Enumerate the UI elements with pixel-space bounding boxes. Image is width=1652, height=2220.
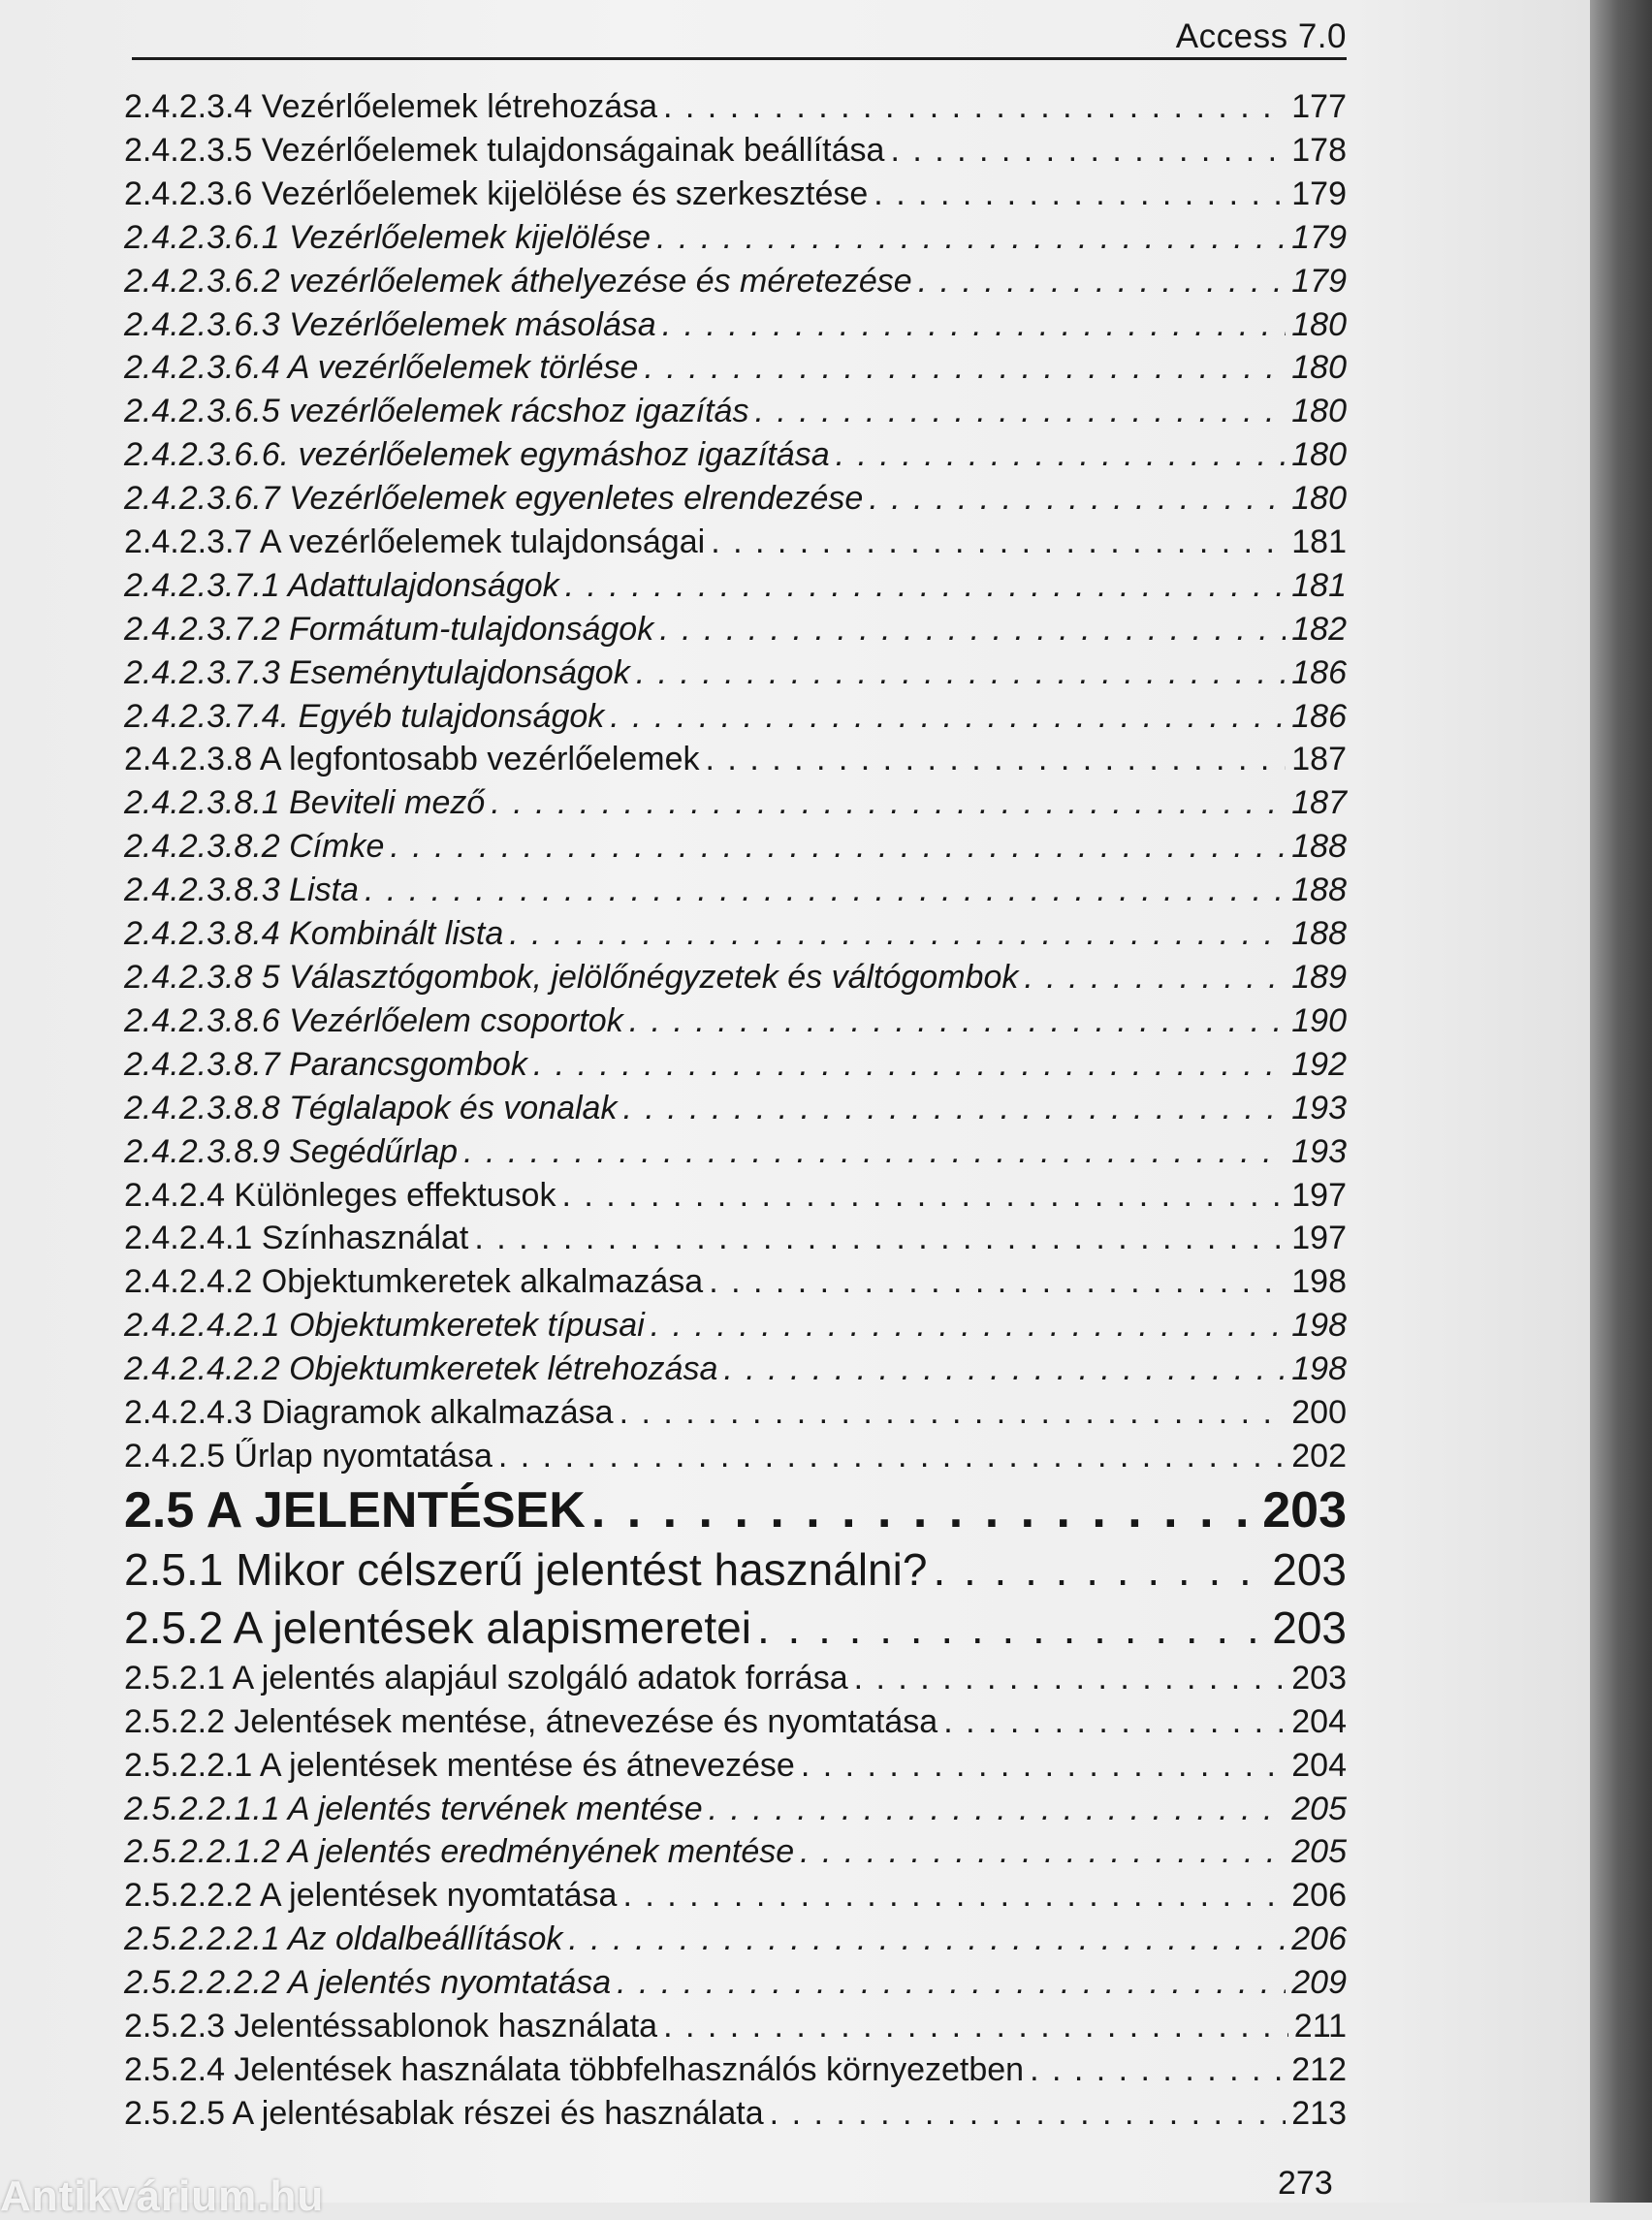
toc-entry-page: 190 — [1291, 1002, 1347, 1039]
toc-entry-title: 2.4.2.4.2 Objektumkeretek alkalmazása — [124, 1263, 704, 1300]
toc-entry-page: 205 — [1291, 1791, 1347, 1827]
toc-entry-page: 204 — [1291, 1703, 1347, 1740]
toc-entry-title: 2.5.2.4 Jelentések használata többfelhasználós környezetben — [124, 2051, 1025, 2088]
toc-entry-title: 2.5.2.2.2 A jelentések nyomtatása — [124, 1877, 618, 1914]
toc-entry — [124, 433, 1347, 476]
toc-entry-page: 193 — [1291, 1133, 1347, 1170]
toc-dot-leader — [463, 1130, 1286, 1173]
toc-entry — [124, 1260, 1347, 1303]
toc-entry-page: 187 — [1291, 784, 1347, 821]
toc-entry-title: 2.4.2.3.6.1 Vezérlőelemek kijelölése — [124, 219, 651, 256]
toc-entry — [124, 1217, 1347, 1259]
watermark-logo: Antikvárium.hu — [0, 2172, 325, 2220]
toc-entry-title: 2.4.2.3.7.2 Formátum-tulajdonságok — [124, 611, 654, 648]
toc-dot-leader — [854, 1657, 1287, 1699]
toc-entry-title: 2.4.2.3.8.8 Téglalapok és vonalak — [124, 1090, 618, 1126]
toc-entry — [124, 608, 1347, 650]
toc-entry-title: 2.5.2.1 A jelentés alapjául szolgáló adatok forrása — [124, 1660, 848, 1697]
toc-entry — [124, 1961, 1347, 2004]
toc-entry — [124, 1174, 1347, 1217]
toc-entry-title: 2.4.2.3.6.7 Vezérlőelemek egyenletes elrendezése — [124, 480, 864, 517]
toc-dot-leader — [491, 781, 1286, 824]
toc-entry-title: 2.4.2.3.7.3 Eseménytulajdonságok — [124, 654, 630, 691]
toc-entry-title: 2.4.2.4 Különleges effektusok — [124, 1177, 556, 1214]
toc-entry-page: 202 — [1291, 1438, 1347, 1475]
toc-dot-leader — [754, 390, 1286, 432]
header-title: Access 7.0 — [1175, 17, 1347, 55]
toc-entry-title: 2.4.2.4.2.2 Objektumkeretek létrehozása — [124, 1350, 718, 1387]
toc-entry-title: 2.4.2.4.1 Színhasználat — [124, 1220, 469, 1256]
toc-entry-title: 2.4.2.3.8.1 Beviteli mező — [124, 784, 486, 821]
toc-dot-leader — [836, 433, 1287, 476]
toc-entry-page: 180 — [1291, 393, 1347, 429]
toc-entry-title: 2.4.2.3.8.7 Parancsgombok — [124, 1046, 527, 1083]
toc-entry — [124, 912, 1347, 955]
toc-entry-title: 2.4.2.3.6.3 Vezérlőelemek másolása — [124, 306, 656, 343]
toc-entry-page: 209 — [1291, 1964, 1347, 2001]
toc-entry-page: 188 — [1291, 828, 1347, 865]
toc-entry-title: 2.4.2.3.4 Vezérlőelemek létrehozása — [124, 88, 658, 125]
toc-dot-leader — [565, 564, 1287, 607]
toc-entry — [124, 999, 1347, 1042]
toc-entry — [124, 1599, 1347, 1657]
toc-dot-leader — [568, 1918, 1286, 1960]
toc-entry — [124, 738, 1347, 780]
toc-entry-title: 2.5 A JELENTÉSEK — [124, 1482, 586, 1538]
toc-dot-leader — [770, 2092, 1287, 2135]
toc-dot-leader — [918, 260, 1287, 302]
toc-dot-leader — [365, 869, 1286, 911]
toc-entry-title: 2.5.2.2.1 A jelentések mentése és átnevezése — [124, 1747, 795, 1784]
toc-entry-title: 2.4.2.3.6.6. vezérlőelemek egymáshoz igazítása — [124, 436, 830, 473]
toc-entry — [124, 1043, 1347, 1086]
toc-entry-page: 179 — [1291, 219, 1347, 256]
toc-entry-title: 2.5.2.2.1.1 A jelentés tervének mentése — [124, 1791, 703, 1827]
toc-entry-title: 2.4.2.3.6.4 A vezérlőelemek törlése — [124, 349, 639, 386]
toc-entry — [124, 1788, 1347, 1830]
toc-entry-title: 2.4.2.3.8.3 Lista — [124, 872, 359, 908]
toc-dot-leader — [620, 1391, 1287, 1434]
toc-entry-page: 189 — [1291, 959, 1347, 996]
toc-entry — [124, 1478, 1347, 1542]
toc-entry-page: 198 — [1291, 1263, 1347, 1300]
toc-entry-title: 2.5.2.2.1.2 A jelentés eredményének mentése — [124, 1833, 795, 1870]
toc-entry-title: 2.4.2.3.5 Vezérlőelemek tulajdonságainak beállítása — [124, 132, 885, 169]
toc-dot-leader — [706, 738, 1287, 780]
toc-dot-leader — [662, 303, 1287, 346]
toc-dot-leader — [390, 825, 1286, 868]
toc-entry-title: 2.4.2.3.8.6 Vezérlőelem csoportok — [124, 1002, 623, 1039]
toc-dot-leader — [561, 1174, 1286, 1217]
toc-entry-title: 2.5.2.3 Jelentéssablonok használata — [124, 2008, 658, 2045]
toc-entry — [124, 869, 1347, 911]
toc-entry-page: 180 — [1291, 349, 1347, 386]
toc-entry-title: 2.4.2.3.8.4 Kombinált lista — [124, 915, 504, 952]
toc-entry — [124, 1700, 1347, 1743]
toc-dot-leader — [1030, 2048, 1286, 2091]
toc-entry-page: 203 — [1272, 1602, 1347, 1653]
toc-entry-title: 2.5.2.2.2.2 A jelentés nyomtatása — [124, 1964, 612, 2001]
toc-entry-title: 2.5.2.5 A jelentésablak részei és használata — [124, 2095, 764, 2132]
toc-dot-leader — [800, 1830, 1286, 1873]
toc-dot-leader — [651, 1304, 1287, 1347]
toc-entry-title: 2.4.2.4.2.1 Objektumkeretek típusai — [124, 1307, 645, 1344]
toc-entry-page: 198 — [1291, 1307, 1347, 1344]
toc-entry — [124, 564, 1347, 607]
toc-entry — [124, 1348, 1347, 1390]
toc-entry-page: 197 — [1291, 1220, 1347, 1256]
toc-entry-title: 2.4.2.3.6.2 vezérlőelemek áthelyezése és méretezése — [124, 263, 912, 300]
toc-dot-leader — [591, 1478, 1256, 1542]
toc-dot-leader — [644, 346, 1286, 389]
toc-entry — [124, 477, 1347, 520]
toc-entry — [124, 1130, 1347, 1173]
toc-entry-page: 197 — [1291, 1177, 1347, 1214]
toc-entry — [124, 303, 1347, 346]
toc-entry-page: 179 — [1291, 175, 1347, 212]
toc-entry-title: 2.4.2.3.8 A legfontosabb vezérlőelemek — [124, 741, 700, 777]
toc-entry — [124, 781, 1347, 824]
toc-dot-leader — [723, 1348, 1286, 1390]
toc-entry — [124, 521, 1347, 563]
toc-entry-title: 2.4.2.3.8.9 Segédűrlap — [124, 1133, 459, 1170]
toc-entry — [124, 390, 1347, 432]
toc-entry-page: 177 — [1291, 88, 1347, 125]
toc-dot-leader — [663, 2005, 1288, 2047]
toc-entry — [124, 1540, 1347, 1599]
toc-dot-leader — [629, 999, 1287, 1042]
toc-entry — [124, 1744, 1347, 1787]
toc-entry-page: 193 — [1291, 1090, 1347, 1126]
toc-entry-page: 203 — [1291, 1660, 1347, 1697]
toc-entry-title: 2.4.2.3.7.1 Adattulajdonságok — [124, 567, 559, 604]
toc-entry-page: 186 — [1291, 654, 1347, 691]
toc-dot-leader — [663, 85, 1286, 128]
toc-entry — [124, 1657, 1347, 1699]
toc-entry-page: 203 — [1262, 1482, 1347, 1538]
toc-entry — [124, 2092, 1347, 2135]
toc-dot-leader — [709, 1788, 1287, 1830]
toc-entry-title: 2.4.2.3.8 5 Választógombok, jelölőnégyzetek és váltógombok — [124, 959, 1019, 996]
toc-entry-title: 2.4.2.3.6 Vezérlőelemek kijelölése és szerkesztése — [124, 175, 869, 212]
toc-entry-page: 178 — [1291, 132, 1347, 169]
toc-entry — [124, 346, 1347, 389]
toc-entry — [124, 695, 1347, 738]
toc-entry-title: 2.5.2 A jelentések alapismeretei — [124, 1602, 751, 1653]
toc-entry — [124, 1391, 1347, 1434]
toc-entry — [124, 1830, 1347, 1873]
toc-entry — [124, 825, 1347, 868]
toc-dot-leader — [757, 1599, 1266, 1657]
toc-dot-leader — [474, 1217, 1286, 1259]
toc-dot-leader — [622, 1087, 1286, 1129]
toc-entry-page: 192 — [1291, 1046, 1347, 1083]
toc-dot-leader — [869, 477, 1286, 520]
toc-entry-page: 205 — [1291, 1833, 1347, 1870]
toc-entry-title: 2.5.2.2.2.1 Az oldalbeállítások — [124, 1920, 563, 1957]
toc-entry-title: 2.4.2.4.3 Diagramok alkalmazása — [124, 1394, 614, 1431]
page-number: 273 — [1278, 2165, 1333, 2202]
toc-entry-title: 2.4.2.5 Űrlap nyomtatása — [124, 1438, 492, 1475]
toc-entry-page: 206 — [1291, 1877, 1347, 1914]
toc-entry — [124, 173, 1347, 215]
toc-dot-leader — [890, 129, 1286, 172]
toc-entry — [124, 2048, 1347, 2091]
toc-entry-page: 198 — [1291, 1350, 1347, 1387]
toc-dot-leader — [622, 1874, 1286, 1917]
toc-entry-page: 181 — [1291, 567, 1347, 604]
toc-entry-page: 179 — [1291, 263, 1347, 300]
toc-entry-page: 187 — [1291, 741, 1347, 777]
toc-entry-page: 188 — [1291, 915, 1347, 952]
toc-dot-leader — [874, 173, 1286, 215]
toc-dot-leader — [636, 651, 1287, 694]
toc-dot-leader — [1024, 956, 1286, 999]
toc-dot-leader — [509, 912, 1286, 955]
toc-entry — [124, 85, 1347, 128]
toc-entry-title: 2.5.1 Mikor célszerű jelentést használni? — [124, 1544, 928, 1595]
toc-entry — [124, 651, 1347, 694]
toc-dot-leader — [711, 521, 1286, 563]
toc-entry-title: 2.4.2.3.8.2 Címke — [124, 828, 385, 865]
toc-dot-leader — [498, 1435, 1286, 1477]
toc-entry — [124, 1304, 1347, 1347]
toc-entry-page: 204 — [1291, 1747, 1347, 1784]
toc-entry-title: 2.5.2.2 Jelentések mentése, átnevezése és nyomtatása — [124, 1703, 938, 1740]
toc-entry-page: 180 — [1291, 480, 1347, 517]
toc-entry — [124, 129, 1347, 172]
toc-dot-leader — [656, 216, 1286, 259]
toc-entry-page: 180 — [1291, 436, 1347, 473]
toc-entry-page: 180 — [1291, 306, 1347, 343]
toc-entry — [124, 1918, 1347, 1960]
toc-entry — [124, 1435, 1347, 1477]
toc-entry-page: 182 — [1291, 611, 1347, 648]
toc-dot-leader — [659, 608, 1286, 650]
toc-dot-leader — [533, 1043, 1286, 1086]
toc-dot-leader — [933, 1540, 1266, 1599]
toc-entry — [124, 216, 1347, 259]
toc-entry-page: 181 — [1291, 523, 1347, 560]
toc-entry-page: 200 — [1291, 1394, 1347, 1431]
toc-entry — [124, 1087, 1347, 1129]
toc-entry-page: 211 — [1293, 2008, 1347, 2045]
toc-entry-page: 212 — [1291, 2051, 1347, 2088]
toc-entry — [124, 1874, 1347, 1917]
toc-entry-title: 2.4.2.3.6.5 vezérlőelemek rácshoz igazítás — [124, 393, 749, 429]
toc-dot-leader — [943, 1700, 1286, 1743]
toc-entry-title: 2.4.2.3.7 A vezérlőelemek tulajdonságai — [124, 523, 706, 560]
toc-entry-page: 213 — [1291, 2095, 1347, 2132]
toc-entry-page: 186 — [1291, 698, 1347, 735]
toc-dot-leader — [617, 1961, 1286, 2004]
toc-dot-leader — [801, 1744, 1286, 1787]
toc-dot-leader — [610, 695, 1286, 738]
toc-entry — [124, 2005, 1347, 2047]
toc-entry-title: 2.4.2.3.7.4. Egyéb tulajdonságok — [124, 698, 605, 735]
toc-entry — [124, 956, 1347, 999]
toc-entry-page: 188 — [1291, 872, 1347, 908]
toc-entry-page: 206 — [1291, 1920, 1347, 1957]
toc-entry-page: 203 — [1272, 1544, 1347, 1595]
toc-entry — [124, 260, 1347, 302]
toc-dot-leader — [709, 1260, 1286, 1303]
